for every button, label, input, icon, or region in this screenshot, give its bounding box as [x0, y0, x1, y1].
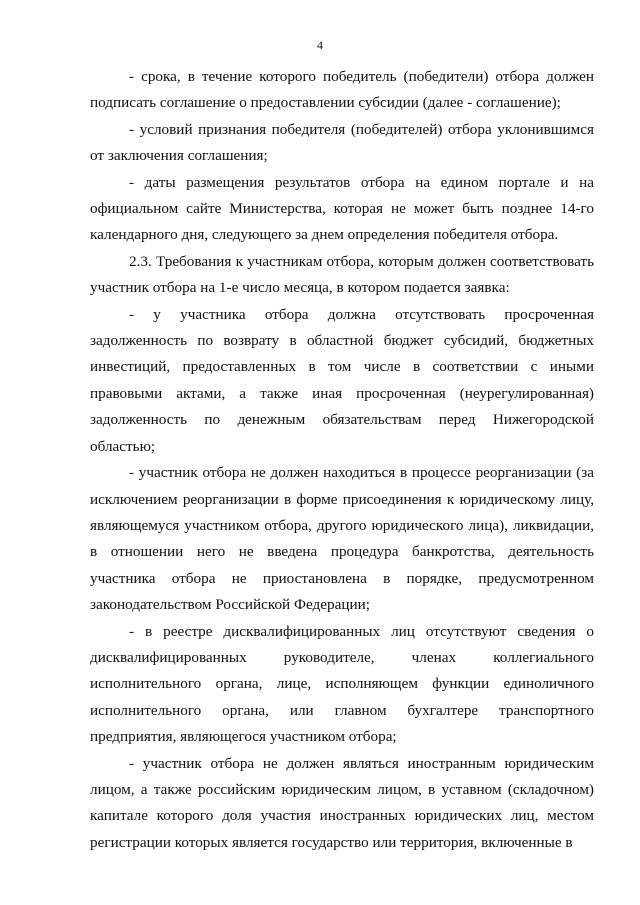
paragraph: - участник отбора не должен находиться в процессе реорганизации (за исключением реорганизации в форме присоединения к юридическому лицу, являющемуся участником отбора, другого юридического лица), ликвидации, в отношении него не введена процедура банкротства, деятельность участника отбора не приостановлена в порядке, предусмотренном законодательством Российской Федерации; — [90, 464, 594, 614]
paragraph: - срока, в течение которого победитель (победители) отбора должен подписать соглашение о предоставлении субсидии (далее - соглашение); — [90, 68, 594, 112]
paragraph: - участник отбора не должен являться иностранным юридическим лицом, а также российским юридическим лицом, в уставном (складочном) капитале которого доля участия иностранных юридических лиц, местом регистрации которых является государство или территория, включенные в — [90, 754, 594, 851]
document-body — [90, 64, 594, 856]
paragraph: - у участника отбора должна отсутствовать просроченная задолженность по возврату в областной бюджет субсидий, бюджетных инвестиций, предоставленных в том числе в соответствии с иными правовыми актами, а также иная просроченная (неурегулированная) задолженность по денежным обязательствам перед Нижегородской областью; — [90, 305, 594, 455]
paragraph: - в реестре дисквалифицированных лиц отсутствуют сведения о дисквалифицированных руководителе, членах коллегиального исполнительного органа, лице, исполняющем функции единоличного исполнительного органа, или главном бухгалтере транспортного предприятия, являющегося участником отбора; — [90, 622, 594, 746]
page-number: 4 — [317, 38, 323, 52]
paragraph: - даты размещения результатов отбора на едином портале и на официальном сайте Министерства, которая не может быть позднее 14-го календарного дня, следующего за днем определения победителя отбора. — [90, 173, 594, 244]
paragraph: 2.3. Требования к участникам отбора, которым должен соответствовать участник отбора на 1-е число месяца, в котором подается заявка: — [90, 252, 594, 297]
paragraph: - условий признания победителя (победителей) отбора уклонившимся от заключения соглашения; — [90, 120, 594, 165]
